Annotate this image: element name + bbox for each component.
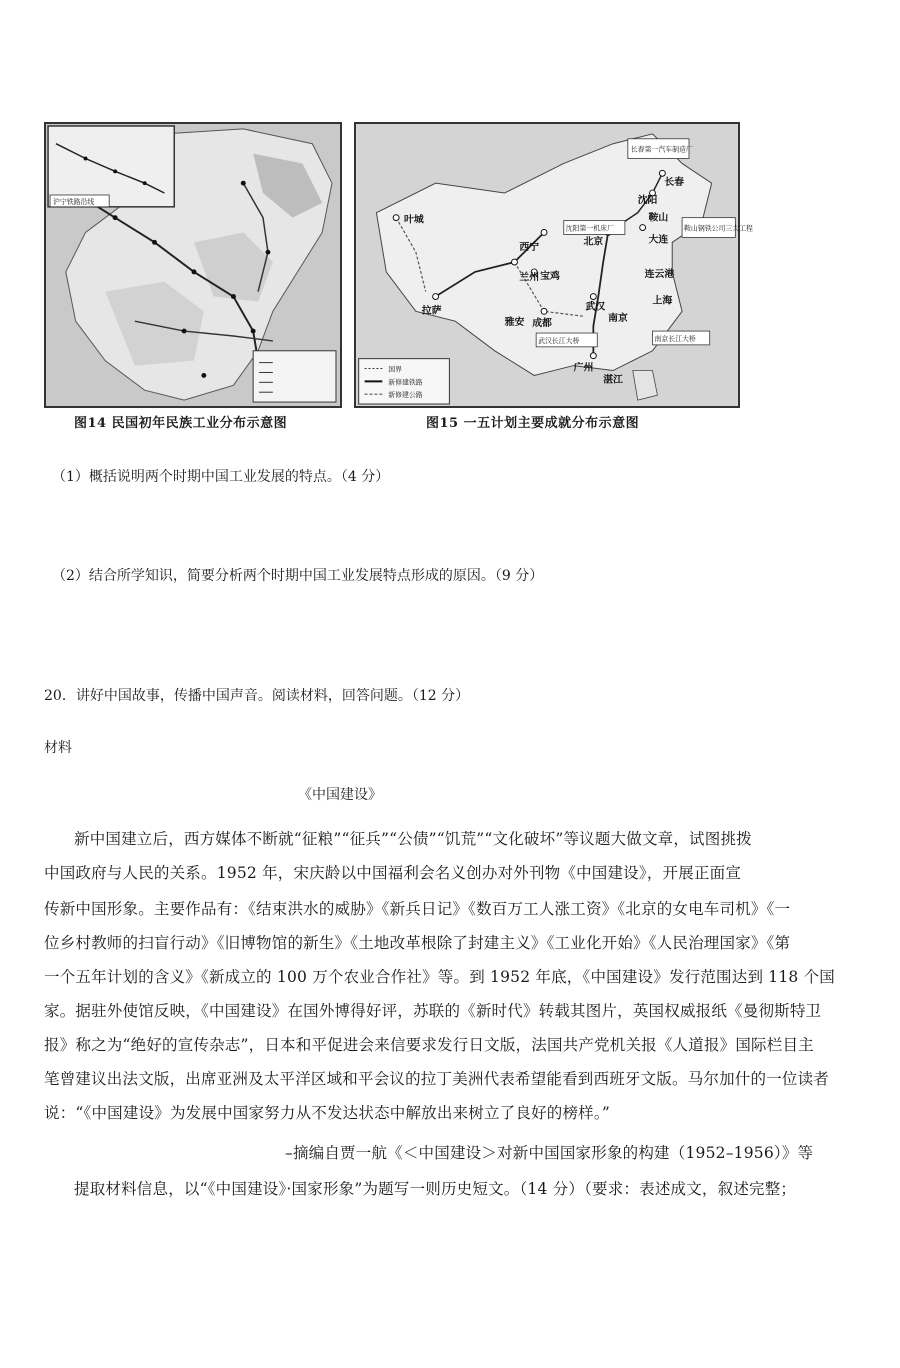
figure-15-map-graphic	[356, 124, 753, 406]
material-line-4: 位乡村教师的扫盲行动》《旧博物馆的新生》《土地改革根除了封建主义》《工业化开始》《人民治理国家》《第	[44, 934, 791, 952]
city-lanzhou: 兰州	[519, 271, 540, 283]
city-shenyang: 沈阳	[637, 194, 658, 206]
city-xining: 西宁	[519, 242, 540, 254]
question-1: （1）概括说明两个时期中国工业发展的特点。（4 分）	[52, 469, 390, 485]
box-wuhan-bridge: 武汉长江大桥	[538, 336, 580, 345]
material-line-2: 中国政府与人民的关系。1952 年，宋庆龄以中国福利会名义创办对外刊物《中国建设》，开展正面宣	[44, 864, 742, 882]
legend-railway: 新修建铁路	[388, 378, 423, 387]
city-guangzhou: 广州	[573, 362, 594, 374]
material-line-8: 笔曾建议出法文版，出席亚洲及太平洋区域和平会议的拉丁美洲代表希望能看到西班牙文版。马尔加什的一位读者	[44, 1070, 830, 1088]
figure-14-map	[44, 122, 342, 408]
box-changchun-auto: 长春第一汽车制造厂	[630, 145, 693, 154]
material-line-5: 一个五年计划的含义》《新成立的 100 万个农业合作社》等。到 1952 年底，《中国建设》发行范围达到 118 个国	[44, 968, 835, 986]
box-anshan-steel: 鞍山钢铁公司三大工程	[684, 224, 753, 233]
figure-15-caption: 图15 一五计划主要成就分布示意图	[426, 416, 640, 431]
legend-border: 国界	[388, 365, 403, 374]
city-changchun: 长春	[664, 177, 685, 189]
city-beijing: 北京	[583, 236, 604, 248]
city-chengdu: 成都	[532, 318, 552, 330]
city-shanghai: 上海	[652, 295, 673, 307]
figure-14-map-graphic	[46, 124, 340, 406]
box-shenyang-machine: 沈阳第一机床厂	[565, 224, 614, 233]
city-wuhan: 武汉	[585, 301, 606, 313]
figure-15-map	[354, 122, 753, 408]
city-dalian: 大连	[648, 234, 669, 246]
question-20: 20．讲好中国故事，传播中国声音。阅读材料，回答问题。（12 分）	[44, 688, 470, 704]
city-zhanjiang: 湛江	[603, 374, 623, 386]
material-line-9: 说：“《中国建设》为发展中国家努力从不发达状态中解放出来树立了良好的榜样。”	[44, 1104, 610, 1122]
city-lianyungang: 连云港	[644, 268, 675, 280]
city-yaan: 雅安	[504, 317, 525, 329]
city-nanjing: 南京	[608, 313, 628, 325]
material-line-6: 家。据驻外使馆反映，《中国建设》在国外博得好评，苏联的《新时代》转载其图片，英国权威报纸《曼彻斯特卫	[44, 1002, 822, 1020]
material-line-3: 传新中国形象。主要作品有：《结束洪水的威胁》《新兵日记》《数百万工人涨工资》《北京的女电车司机》《一	[44, 900, 791, 918]
box-nanjing-bridge: 南京长江大桥	[654, 334, 696, 343]
city-yecheng: 叶城	[404, 214, 424, 226]
material-label: 材料	[44, 740, 72, 756]
inset-label: 沪宁铁路沿线	[52, 197, 95, 206]
city-baoji: 宝鸡	[540, 270, 560, 282]
city-lhasa: 拉萨	[421, 305, 442, 317]
material-source: –摘编自贾一航《＜中国建设＞对新中国国家形象的构建（1952–1956）》等	[285, 1144, 814, 1162]
task-prompt: 提取材料信息，以“《中国建设》·国家形象”为题写一则历史短文。（14 分）（要求：表述成文，叙述完整；	[74, 1180, 797, 1198]
city-anshan: 鞍山	[648, 212, 669, 224]
material-line-7: 报》称之为“绝好的宣传杂志”，日本和平促进会来信要求发行日文版，法国共产党机关报《人道报》国际栏目主	[44, 1036, 814, 1054]
legend-box	[253, 351, 336, 402]
material-title: 《中国建设》	[298, 787, 382, 803]
figure-14-caption: 图14 民国初年民族工业分布示意图	[74, 416, 288, 431]
legend-highway: 新修建公路	[388, 391, 423, 400]
material-line-1: 新中国建立后，西方媒体不断就“征粮”“征兵”“公债”“饥荒”“文化破坏”等议题大做文章，试图挑拨	[74, 830, 752, 848]
question-2: （2）结合所学知识，简要分析两个时期中国工业发展特点形成的原因。（9 分）	[52, 568, 544, 584]
